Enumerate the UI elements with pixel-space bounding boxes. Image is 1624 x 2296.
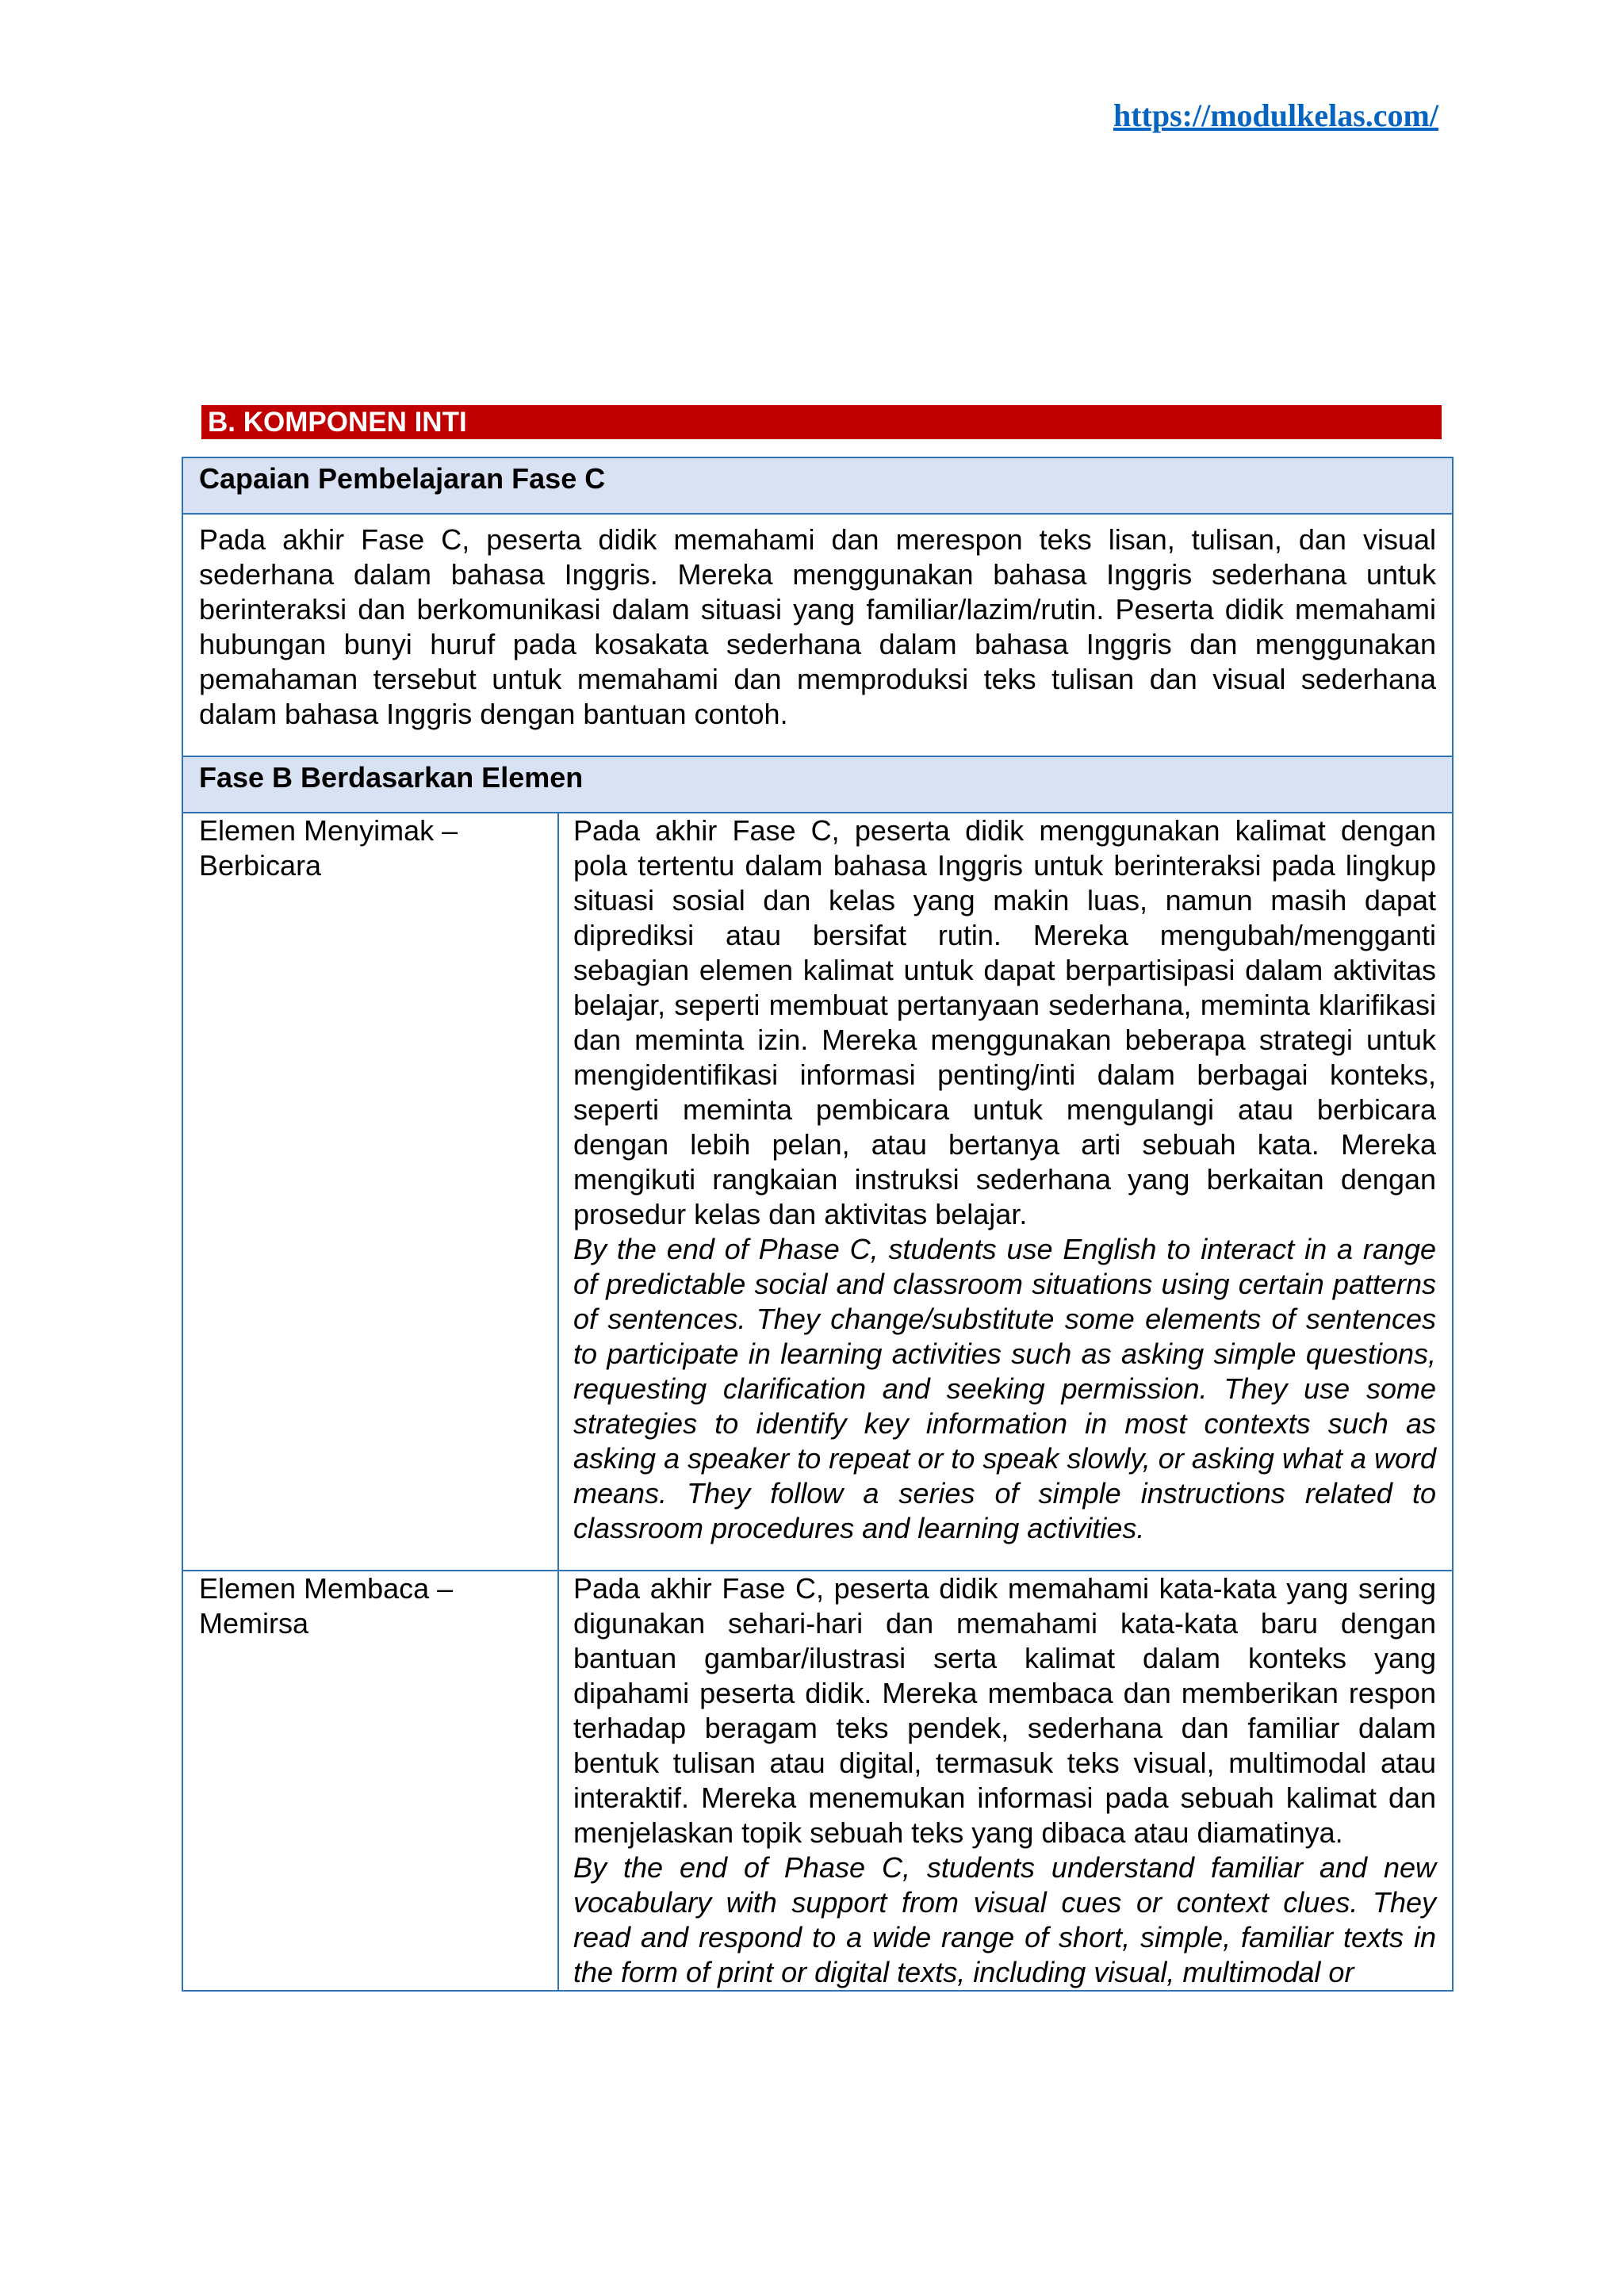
element-row <box>182 1571 1453 1991</box>
element-label: Elemen Menyimak – Berbicara <box>182 813 558 1571</box>
element-text-english: By the end of Phase C, students use English to interact in a range of predictable social and classroom situations using certain patterns of sentences. They change/substitute some elements of sentences to participate in learning activities such as asking simple questions, requesting clarification and seeking permission. They use some strategies to identify key information in most contexts such as asking a speaker to repeat or to speak slowly, or asking what a word means. They follow a series of simple instructions related to classroom procedures and learning activities. <box>573 1233 1437 1544</box>
element-description <box>558 813 1453 1571</box>
header-url-link[interactable]: https://modulkelas.com/ <box>1113 98 1438 133</box>
capaian-text-row <box>182 514 1453 756</box>
capaian-heading: Capaian Pembelajaran Fase C <box>182 457 1453 514</box>
capaian-heading-row <box>182 457 1453 514</box>
element-description <box>558 1571 1453 1991</box>
komponen-inti-table <box>182 457 1454 1992</box>
element-row <box>182 813 1453 1571</box>
element-label: Elemen Membaca – Memirsa <box>182 1571 558 1991</box>
fase-heading-row <box>182 756 1453 813</box>
element-text-indonesian: Pada akhir Fase C, peserta didik memahami kata-kata yang sering digunakan sehari-hari dan memahami kata-kata baru dengan bantuan gambar/ilustrasi serta kalimat dalam konteks yang dipahami peserta didik. Mereka membaca dan memberikan respon terhadap beragam teks pendek, sederhana dan familiar dalam bentuk tulisan atau digital, termasuk teks visual, multimodal atau interaktif. Mereka menemukan informasi pada sebuah kalimat dan menjelaskan topik sebuah teks yang dibaca atau diamatinya. <box>573 1572 1437 1849</box>
element-text-english: By the end of Phase C, students understand familiar and new vocabulary with support from visual cues or context clues. They read and respond to a wide range of short, simple, familiar texts in the form of print or digital texts, including visual, multimodal or <box>573 1851 1437 1988</box>
section-title-bar: B. KOMPONEN INTI <box>201 405 1442 439</box>
fase-heading: Fase B Berdasarkan Elemen <box>182 756 1453 813</box>
element-text-indonesian: Pada akhir Fase C, peserta didik menggunakan kalimat dengan pola tertentu dalam bahasa Inggris untuk berinteraksi pada lingkup situasi sosial dan kelas yang makin luas, namun masih dapat diprediksi atau bersifat rutin. Mereka mengubah/mengganti sebagian elemen kalimat untuk dapat berpartisipasi dalam aktivitas belajar, seperti membuat pertanyaan sederhana, meminta klarifikasi dan meminta izin. Mereka menggunakan beberapa strategi untuk mengidentifikasi informasi penting/inti dalam berbagai konteks, seperti meminta pembicara untuk mengulangi atau berbicara dengan lebih pelan, atau bertanya arti sebuah kata. Mereka mengikuti rangkaian instruksi sederhana yang berkaitan dengan prosedur kelas dan aktivitas belajar. <box>573 814 1437 1230</box>
capaian-text: Pada akhir Fase C, peserta didik memahami dan merespon teks lisan, tulisan, dan visual sederhana dalam bahasa Inggris. Mereka menggunakan bahasa Inggris sederhana untuk berinteraksi dan berkomunikasi dalam situasi yang familiar/lazim/rutin. Peserta didik memahami hubungan bunyi huruf pada kosakata sederhana dalam bahasa Inggris dan menggunakan pemahaman tersebut untuk memahami dan memproduksi teks tulisan dan visual sederhana dalam bahasa Inggris dengan bantuan contoh. <box>182 514 1453 756</box>
